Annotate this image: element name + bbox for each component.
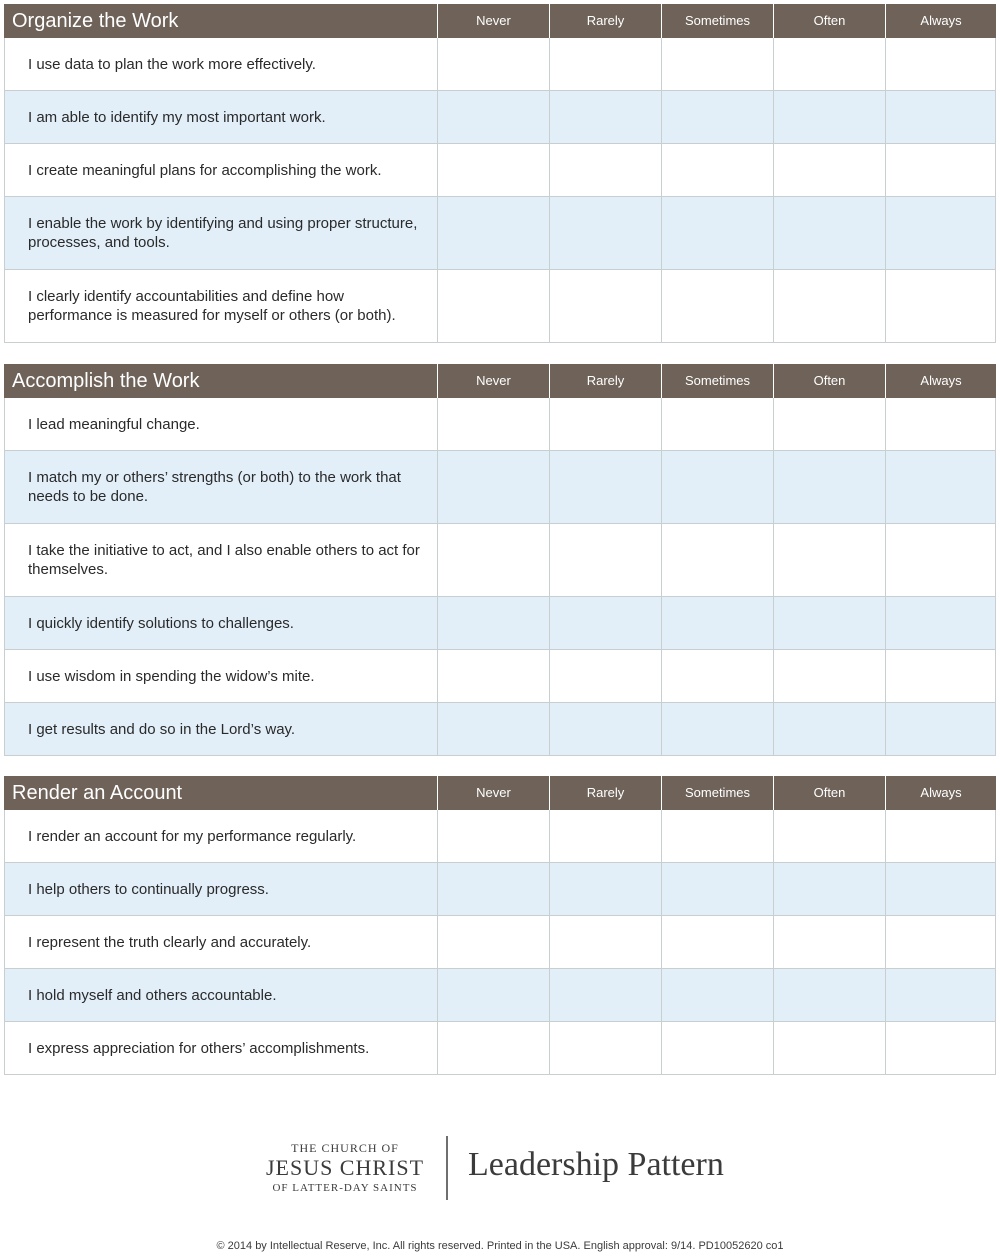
rating-cell-always[interactable] — [885, 144, 995, 196]
rating-cell-never[interactable] — [437, 451, 549, 523]
table-row — [5, 450, 995, 523]
rating-cell-sometimes[interactable] — [661, 91, 773, 143]
rating-cell-always[interactable] — [885, 810, 995, 862]
rating-cell-often[interactable] — [773, 916, 885, 968]
statement-text: I lead meaningful change. — [28, 415, 200, 433]
rating-cell-never[interactable] — [437, 810, 549, 862]
rating-cell-rarely[interactable] — [549, 916, 661, 968]
logo-line-3: OF LATTER-DAY SAINTS — [272, 1182, 418, 1194]
column-header-rarely: Rarely — [549, 776, 661, 810]
rating-cell-never[interactable] — [437, 197, 549, 269]
rating-cell-always[interactable] — [885, 703, 995, 755]
column-header-rarely: Rarely — [549, 364, 661, 398]
rating-cell-often[interactable] — [773, 597, 885, 649]
rating-cell-often[interactable] — [773, 398, 885, 450]
rating-cell-rarely[interactable] — [549, 650, 661, 702]
rating-cell-sometimes[interactable] — [661, 863, 773, 915]
column-header-always: Always — [885, 776, 996, 810]
rating-cell-rarely[interactable] — [549, 810, 661, 862]
rating-rows — [4, 38, 996, 343]
rating-cell-sometimes[interactable] — [661, 144, 773, 196]
column-header-often: Often — [773, 4, 885, 38]
table-row — [5, 915, 995, 968]
rating-cell-always[interactable] — [885, 197, 995, 269]
rating-cell-often[interactable] — [773, 38, 885, 90]
table-row — [5, 90, 995, 143]
table-row — [5, 649, 995, 702]
rating-cell-always[interactable] — [885, 91, 995, 143]
rating-cell-often[interactable] — [773, 863, 885, 915]
rating-cell-never[interactable] — [437, 398, 549, 450]
section-accomplish-the-work — [4, 364, 996, 756]
rating-cell-never[interactable] — [437, 270, 549, 342]
statement-text: I help others to continually progress. — [28, 880, 269, 898]
rating-cell-never[interactable] — [437, 91, 549, 143]
column-header-sometimes: Sometimes — [661, 364, 773, 398]
section-title: Accomplish the Work — [12, 370, 200, 392]
statement-text: I render an account for my performance regularly. — [28, 827, 357, 845]
logo-line-1: THE CHURCH OF — [291, 1141, 399, 1155]
statement-text: I match my or others’ strengths (or both) to the work that needs to be done. — [28, 469, 401, 505]
column-header-sometimes: Sometimes — [661, 4, 773, 38]
column-header-always: Always — [885, 364, 996, 398]
rating-cell-never[interactable] — [437, 916, 549, 968]
rating-cell-often[interactable] — [773, 144, 885, 196]
table-row — [5, 269, 995, 342]
rating-cell-often[interactable] — [773, 451, 885, 523]
rating-cell-never[interactable] — [437, 38, 549, 90]
section-title: Render an Account — [12, 782, 183, 804]
rating-cell-always[interactable] — [885, 38, 995, 90]
rating-cell-sometimes[interactable] — [661, 197, 773, 269]
rating-cell-always[interactable] — [885, 969, 995, 1021]
column-header-always: Always — [885, 4, 996, 38]
section-render-an-account — [4, 776, 996, 1075]
rating-cell-rarely[interactable] — [549, 969, 661, 1021]
table-row — [5, 968, 995, 1021]
rating-cell-often[interactable] — [773, 524, 885, 596]
rating-cell-always[interactable] — [885, 451, 995, 523]
section-header — [4, 4, 996, 38]
section-header — [4, 364, 996, 398]
column-header-often: Often — [773, 776, 885, 810]
rating-cell-sometimes[interactable] — [661, 969, 773, 1021]
statement-text: I take the initiative to act, and I also enable others to act for themselves. — [28, 542, 420, 578]
rating-cell-never[interactable] — [437, 1022, 549, 1074]
rating-cell-rarely[interactable] — [549, 144, 661, 196]
rating-cell-always[interactable] — [885, 524, 995, 596]
rating-cell-often[interactable] — [773, 270, 885, 342]
rating-cell-never[interactable] — [437, 703, 549, 755]
rating-cell-often[interactable] — [773, 197, 885, 269]
logo-divider — [446, 1136, 448, 1200]
rating-cell-rarely[interactable] — [549, 398, 661, 450]
rating-cell-always[interactable] — [885, 597, 995, 649]
rating-cell-always[interactable] — [885, 1022, 995, 1074]
statement-text: I hold myself and others accountable. — [28, 986, 277, 1004]
table-row — [5, 810, 995, 862]
rating-cell-sometimes[interactable] — [661, 451, 773, 523]
rating-cell-never[interactable] — [437, 969, 549, 1021]
footer — [0, 1130, 1000, 1210]
rating-cell-always[interactable] — [885, 398, 995, 450]
rating-cell-often[interactable] — [773, 703, 885, 755]
statement-text: I get results and do so in the Lord’s way. — [28, 720, 296, 738]
rating-cell-sometimes[interactable] — [661, 270, 773, 342]
copyright-notice: © 2014 by Intellectual Reserve, Inc. All rights reserved. Printed in the USA. English approval: 9/14. PD10052620 co1 — [216, 1240, 784, 1252]
rating-cell-often[interactable] — [773, 650, 885, 702]
statement-text: I clearly identify accountabilities and define how performance is measured for myself or others (or both). — [28, 288, 396, 324]
rating-cell-often[interactable] — [773, 810, 885, 862]
rating-cell-sometimes[interactable] — [661, 398, 773, 450]
rating-cell-always[interactable] — [885, 863, 995, 915]
rating-cell-rarely[interactable] — [549, 91, 661, 143]
rating-cell-sometimes[interactable] — [661, 916, 773, 968]
statement-text: I use data to plan the work more effectively. — [28, 55, 316, 73]
rating-cell-sometimes[interactable] — [661, 650, 773, 702]
section-organize-the-work — [4, 4, 996, 343]
document-title: Leadership Pattern — [468, 1146, 724, 1183]
rating-cell-rarely[interactable] — [549, 270, 661, 342]
table-row — [5, 143, 995, 196]
section-header — [4, 776, 996, 810]
rating-rows — [4, 398, 996, 756]
column-header-never: Never — [437, 776, 549, 810]
statement-text: I create meaningful plans for accomplishing the work. — [28, 161, 382, 179]
table-row — [5, 596, 995, 649]
rating-cell-rarely[interactable] — [549, 1022, 661, 1074]
rating-cell-never[interactable] — [437, 144, 549, 196]
statement-text: I represent the truth clearly and accurately. — [28, 933, 312, 951]
rating-cell-often[interactable] — [773, 91, 885, 143]
table-row — [5, 862, 995, 915]
column-header-never: Never — [437, 364, 549, 398]
rating-cell-always[interactable] — [885, 650, 995, 702]
statement-text: I quickly identify solutions to challenges. — [28, 614, 294, 632]
rating-cell-always[interactable] — [885, 270, 995, 342]
table-row — [5, 38, 995, 90]
statement-text: I enable the work by identifying and using proper structure, processes, and tools. — [28, 215, 418, 251]
rating-cell-often[interactable] — [773, 969, 885, 1021]
rating-cell-rarely[interactable] — [549, 451, 661, 523]
section-title: Organize the Work — [12, 10, 179, 32]
rating-cell-never[interactable] — [437, 597, 549, 649]
column-header-sometimes: Sometimes — [661, 776, 773, 810]
rating-cell-never[interactable] — [437, 650, 549, 702]
rating-cell-sometimes[interactable] — [661, 524, 773, 596]
table-row — [5, 196, 995, 269]
rating-cell-rarely[interactable] — [549, 197, 661, 269]
rating-cell-rarely[interactable] — [549, 524, 661, 596]
column-header-never: Never — [437, 4, 549, 38]
rating-rows — [4, 810, 996, 1075]
rating-cell-sometimes[interactable] — [661, 703, 773, 755]
rating-cell-rarely[interactable] — [549, 38, 661, 90]
church-logo — [255, 1140, 435, 1196]
rating-cell-rarely[interactable] — [549, 863, 661, 915]
logo-line-2: JESUS CHRIST — [265, 1155, 425, 1180]
rating-cell-often[interactable] — [773, 1022, 885, 1074]
statement-text: I am able to identify my most important work. — [28, 108, 326, 126]
column-header-often: Often — [773, 364, 885, 398]
rating-cell-sometimes[interactable] — [661, 1022, 773, 1074]
rating-cell-sometimes[interactable] — [661, 810, 773, 862]
column-header-rarely: Rarely — [549, 4, 661, 38]
rating-cell-sometimes[interactable] — [661, 597, 773, 649]
table-row — [5, 398, 995, 450]
rating-cell-rarely[interactable] — [549, 703, 661, 755]
rating-cell-never[interactable] — [437, 863, 549, 915]
rating-cell-rarely[interactable] — [549, 597, 661, 649]
rating-cell-never[interactable] — [437, 524, 549, 596]
table-row — [5, 523, 995, 596]
table-row — [5, 702, 995, 755]
statement-text: I express appreciation for others’ accomplishments. — [28, 1039, 370, 1057]
statement-text: I use wisdom in spending the widow’s mite. — [28, 667, 315, 685]
rating-cell-sometimes[interactable] — [661, 38, 773, 90]
rating-cell-always[interactable] — [885, 916, 995, 968]
table-row — [5, 1021, 995, 1074]
